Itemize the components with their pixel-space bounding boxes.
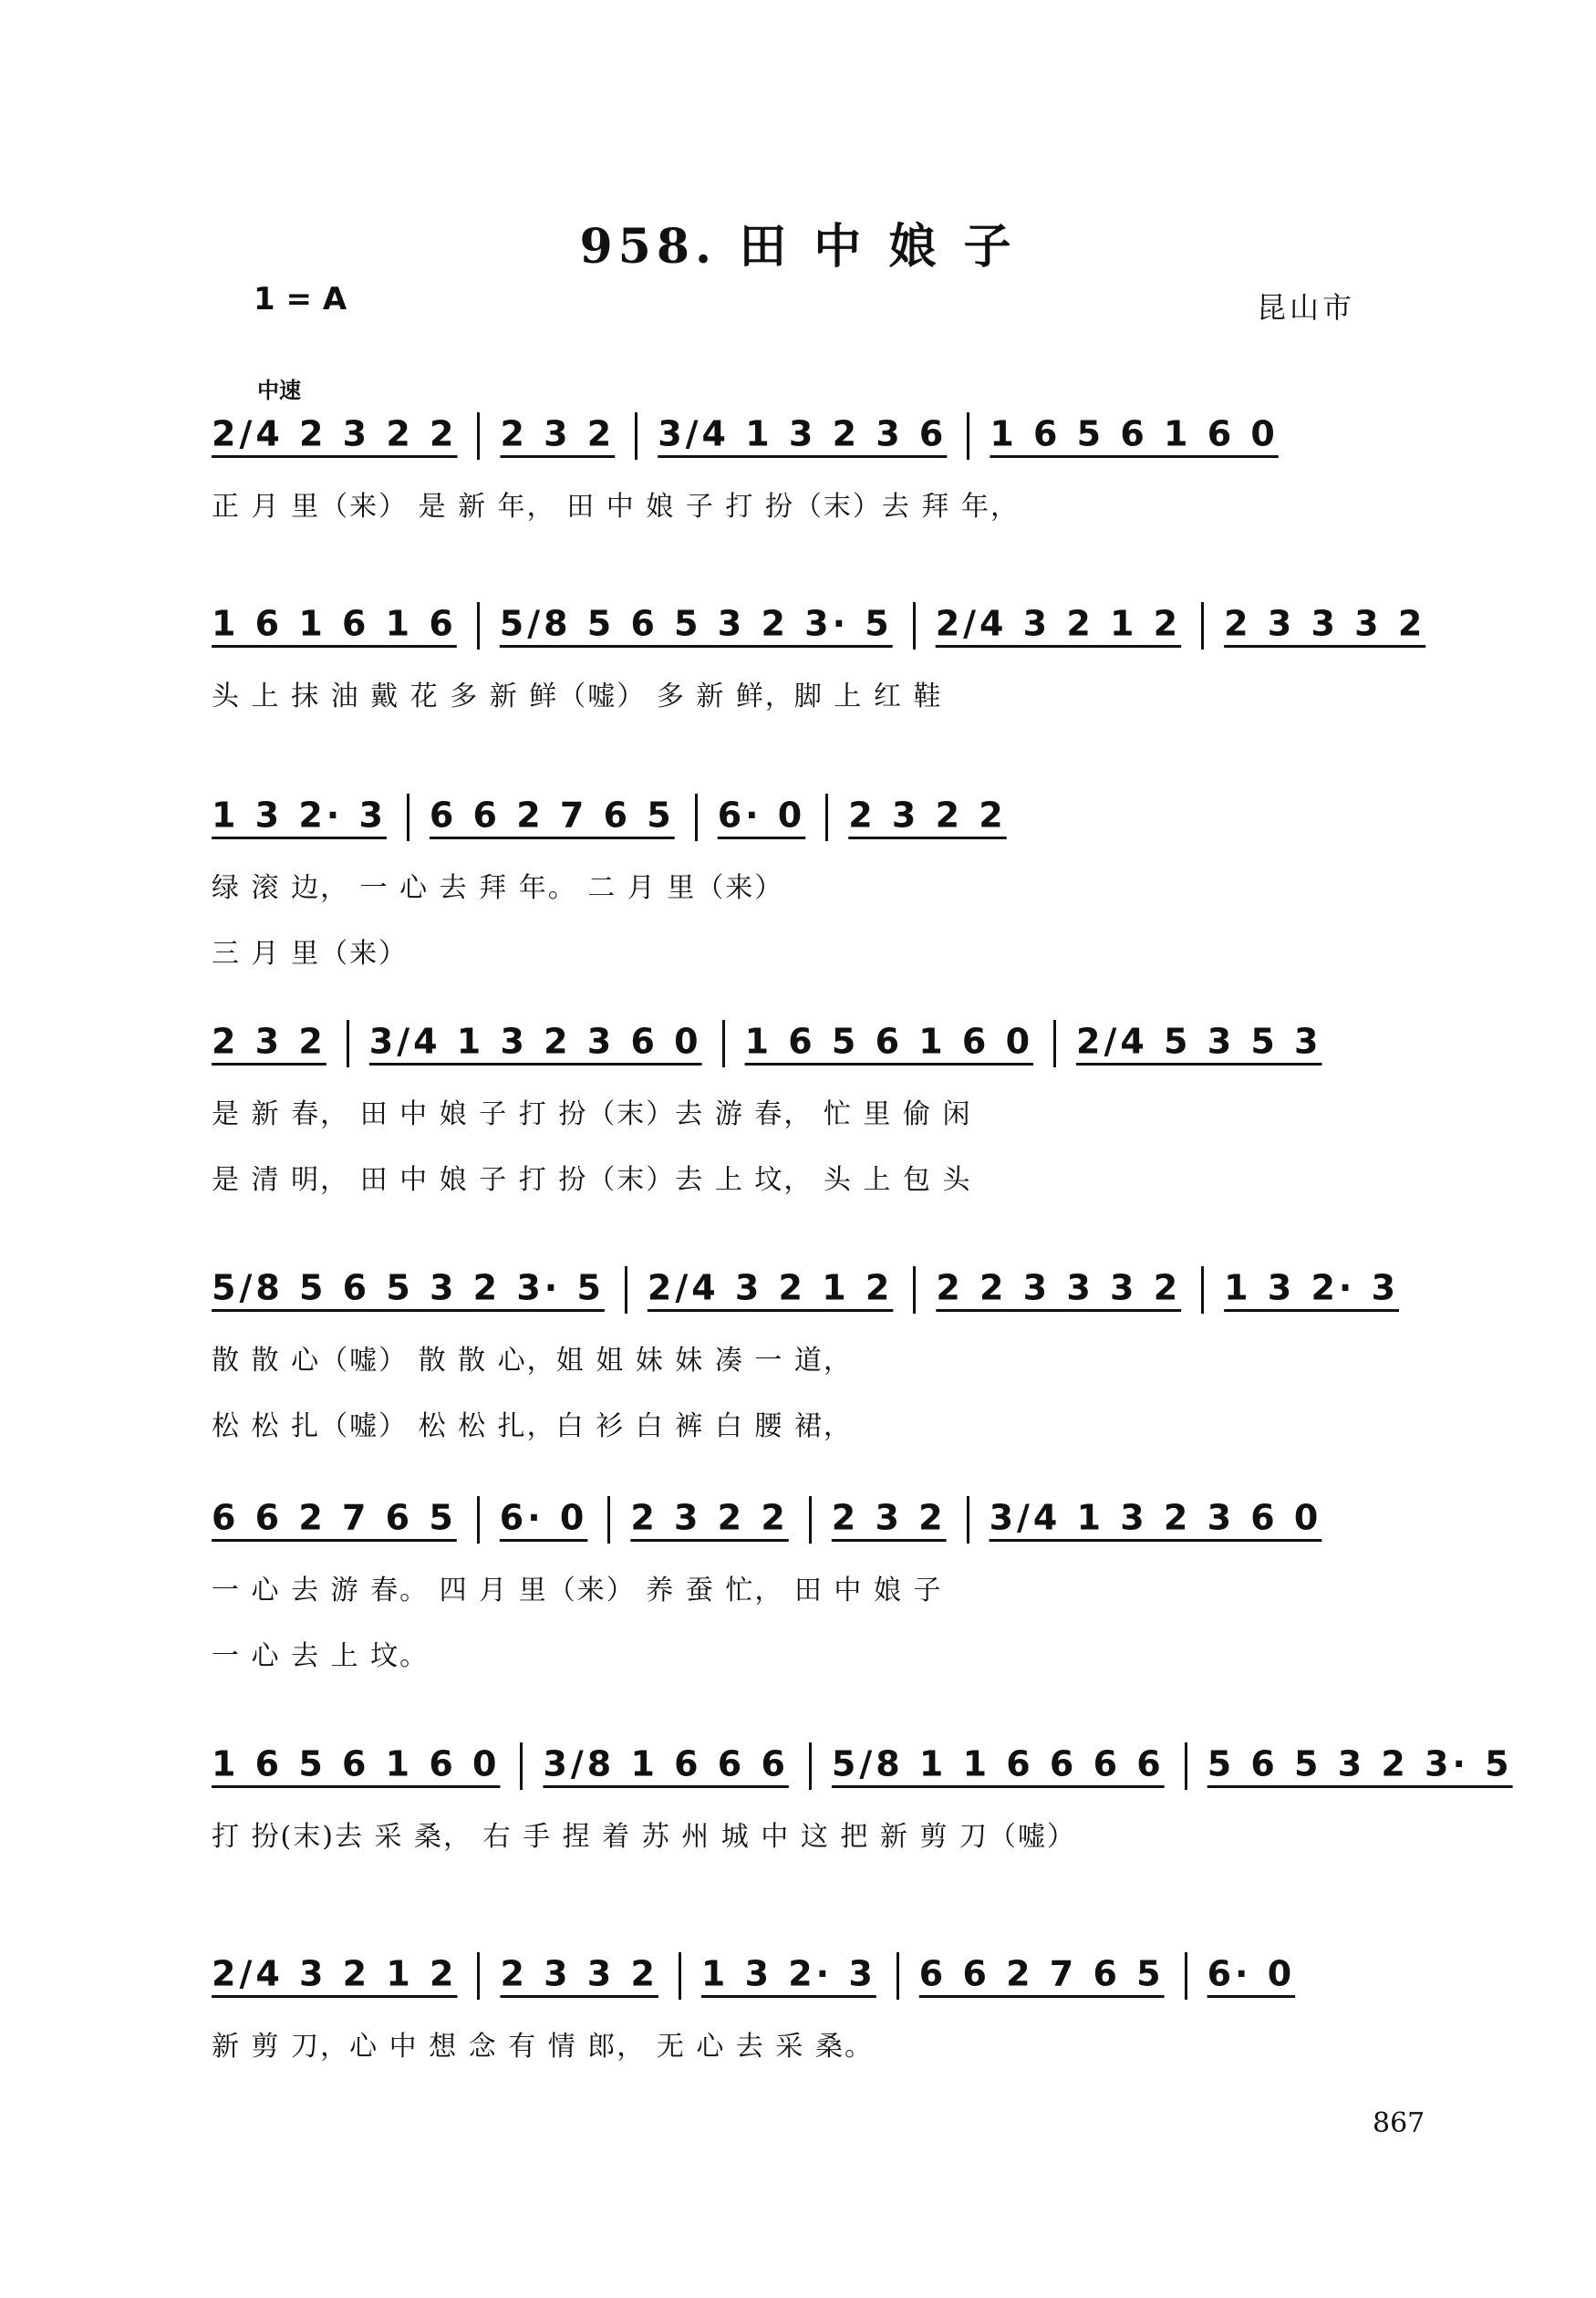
bar-line (967, 1496, 969, 1544)
song-origin: 昆山市 (1257, 290, 1356, 325)
measure: 2/4 3 2 1 2 (935, 603, 1182, 644)
bar-line (1185, 1742, 1187, 1790)
measure: 6· 0 (499, 1497, 588, 1538)
measure: 5/8 1 1 6 6 6 6 (831, 1743, 1165, 1784)
bar-line (896, 1952, 899, 2000)
measure: 1 3 2· 3 (212, 795, 387, 836)
measure: 2 3 2 (500, 413, 616, 454)
bar-line (809, 1496, 812, 1544)
bar-line (1201, 602, 1204, 650)
measure: 6 6 2 7 6 5 (918, 1953, 1165, 1994)
lyric-line: 松 松 扎（嘘） 松 松 扎，白 衫 白 裤 白 腰 裙， (212, 1410, 853, 1442)
lyric-line: 新 剪 刀，心 中 想 念 有 情 郎， 无 心 去 采 桑。 (212, 2031, 874, 2063)
bar-line (809, 1742, 812, 1790)
lyric-line: 正 月 里（来） 是 新 年， 田 中 娘 子 打 扮（末）去 拜 年， (212, 491, 1020, 523)
bar-line (825, 794, 828, 841)
measure: 3/8 1 6 6 6 (543, 1743, 789, 1784)
measure: 1 6 5 6 1 6 0 (212, 1743, 501, 1784)
bar-line (520, 1742, 523, 1790)
score-system (0, 1952, 1596, 2135)
measure: 2/4 5 3 5 3 (1076, 1021, 1322, 1062)
notation-line (212, 1742, 1513, 1790)
notation-line (212, 1496, 1321, 1544)
measure: 5/8 5 6 5 3 2 3· 5 (212, 1267, 605, 1308)
bar-line (1185, 1952, 1187, 2000)
bar-line (477, 1496, 480, 1544)
lyric-line: 一 心 去 游 春。 四 月 里（来） 养 蚕 忙， 田 中 娘 子 (212, 1575, 943, 1607)
measure: 6 6 2 7 6 5 (429, 795, 675, 836)
lyric-line: 头 上 抹 油 戴 花 多 新 鲜（嘘） 多 新 鲜，脚 上 红 鞋 (212, 681, 943, 712)
measure: 6 6 2 7 6 5 (212, 1497, 457, 1538)
measure: 6· 0 (1207, 1953, 1296, 1994)
bar-line (913, 1266, 916, 1314)
bar-line (477, 1952, 480, 2000)
bar-line (1053, 1020, 1056, 1067)
lyric-line: 散 散 心（嘘） 散 散 心，姐 姐 妹 妹 凑 一 道， (212, 1345, 853, 1377)
bar-line (695, 794, 698, 841)
notation-line (212, 1266, 1399, 1314)
notation-line (212, 794, 1007, 841)
bar-line (913, 602, 916, 650)
measure: 2 3 3 3 2 (1224, 603, 1426, 644)
measure: 3/4 1 3 2 3 6 (658, 413, 948, 454)
lyric-line: 三 月 里（来） (212, 938, 409, 970)
score-system (0, 412, 1596, 595)
page-number: 867 (1373, 2107, 1425, 2139)
measure: 1 3 2· 3 (700, 1953, 876, 1994)
measure: 5/8 5 6 5 3 2 3· 5 (499, 603, 893, 644)
measure: 2/4 3 2 1 2 (647, 1267, 894, 1308)
score-system (0, 602, 1596, 785)
lyric-line: 绿 滚 边， 一 心 去 拜 年。 二 月 里（来） (212, 872, 784, 904)
measure: 1 6 5 6 1 6 0 (744, 1021, 1034, 1062)
lyric-line: 一 心 去 上 坟。 (212, 1640, 430, 1672)
score-system (0, 1020, 1596, 1202)
tempo-marking: 中速 (257, 377, 301, 403)
bar-line (625, 1266, 627, 1314)
measure: 2 3 2 (212, 1021, 326, 1062)
lyric-line: 打 扮(末)去 采 桑， 右 手 捏 着 苏 州 城 中 这 把 新 剪 刀（嘘） (212, 1821, 1076, 1853)
measure: 2 3 3 2 (500, 1953, 658, 1994)
bar-line (477, 602, 480, 650)
score-system (0, 1266, 1596, 1449)
measure: 1 6 5 6 1 6 0 (990, 413, 1279, 454)
score-system (0, 1742, 1596, 1925)
measure: 3/4 1 3 2 3 6 0 (368, 1021, 702, 1062)
bar-line (967, 412, 969, 460)
key-signature: 1 = A (254, 281, 347, 317)
notation-line (212, 1952, 1295, 2000)
measure: 2 3 2 2 (848, 795, 1007, 836)
score-system (0, 1496, 1596, 1679)
bar-line (477, 412, 480, 460)
bar-line (607, 1496, 610, 1544)
measure: 2 3 2 (831, 1497, 947, 1538)
notation-line (212, 1020, 1321, 1067)
measure: 2 2 3 3 3 2 (936, 1267, 1182, 1308)
measure: 5 6 5 3 2 3· 5 (1207, 1743, 1513, 1784)
lyric-line: 是 新 春， 田 中 娘 子 打 扮（末）去 游 春， 忙 里 偷 闲 (212, 1098, 972, 1130)
bar-line (679, 1952, 681, 2000)
notation-line (212, 602, 1425, 650)
bar-line (407, 794, 409, 841)
measure: 3/4 1 3 2 3 6 0 (989, 1497, 1322, 1538)
bar-line (722, 1020, 725, 1067)
score-system (0, 794, 1596, 976)
measure: 2 3 2 2 (630, 1497, 789, 1538)
bar-line (635, 412, 637, 460)
measure: 1 6 1 6 1 6 (212, 603, 457, 644)
notation-line (212, 412, 1279, 460)
bar-line (347, 1020, 349, 1067)
song-title: 958. 田 中 娘 子 (579, 219, 1017, 275)
measure: 2/4 3 2 1 2 (212, 1953, 458, 1994)
lyric-line: 是 清 明， 田 中 娘 子 打 扮（末）去 上 坟， 头 上 包 头 (212, 1164, 972, 1196)
measure: 2/4 2 3 2 2 (212, 413, 458, 454)
bar-line (1201, 1266, 1204, 1314)
measure: 6· 0 (717, 795, 806, 836)
measure: 1 3 2· 3 (1224, 1267, 1400, 1308)
